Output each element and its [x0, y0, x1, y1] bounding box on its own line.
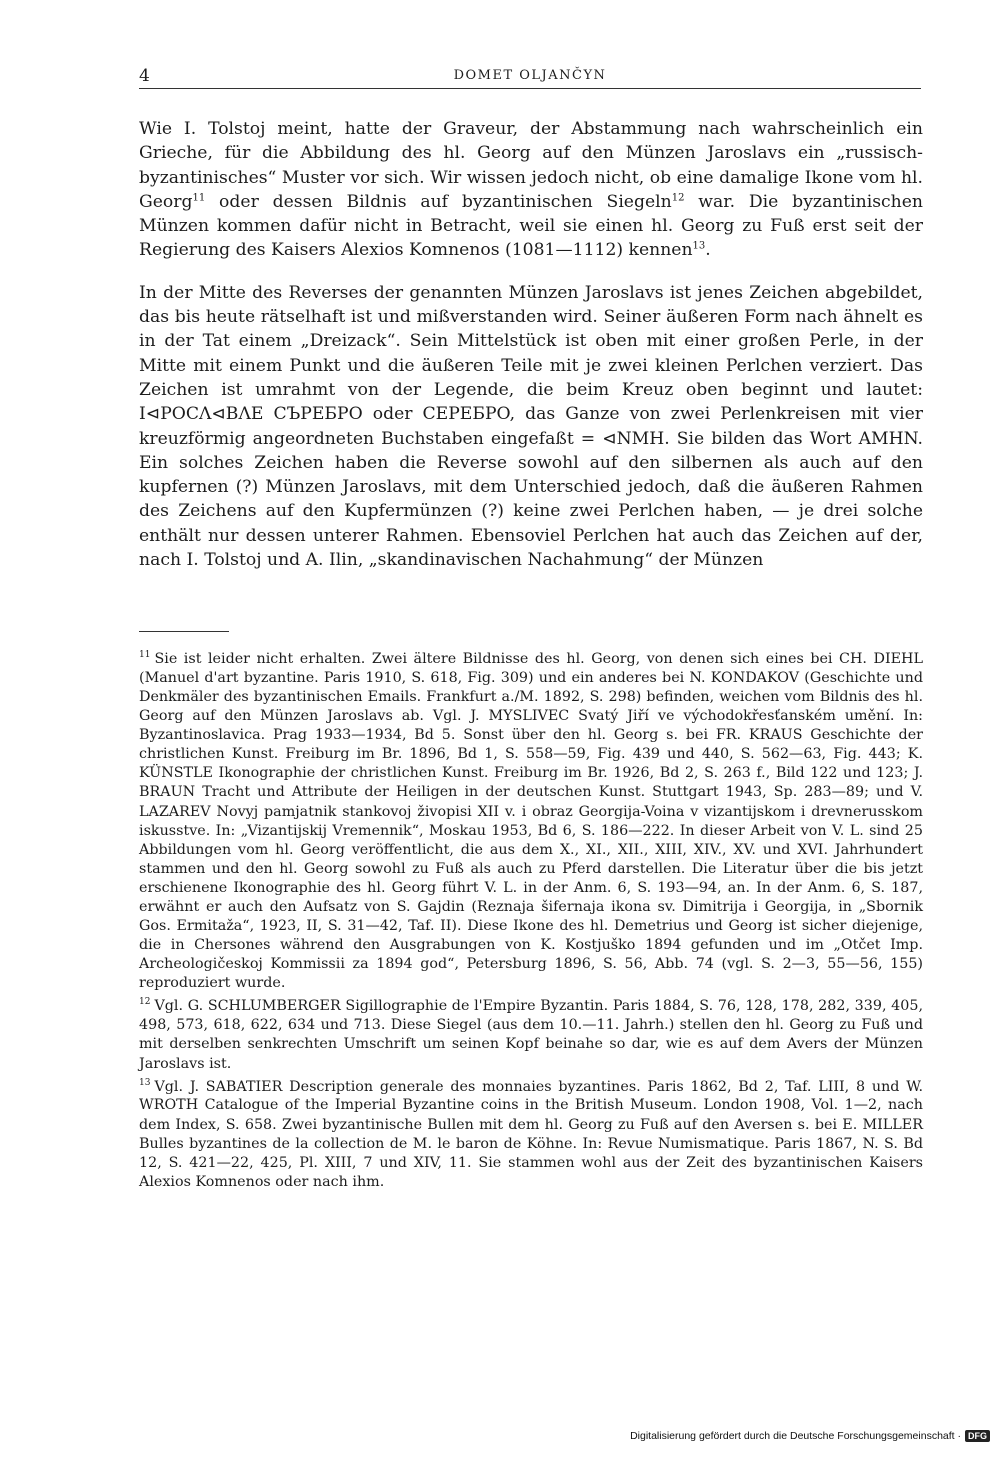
running-head: DOMET OLJANČYN — [453, 68, 607, 83]
p1-text-c: war. Die byzantinischen Münzen kommen dafür nicht in Betracht, weil sie einen hl. Georg zu Fuß erst seit der Regierung des Kaisers Alexios Komnenos (1081—1112) kennen — [139, 191, 923, 261]
footnote-label: 12 — [139, 997, 151, 1008]
p1-text-b: oder dessen Bildnis auf byzantinischen Siegeln — [205, 191, 672, 212]
paragraph-2: In der Mitte des Reverses der genannten Münzen Jaroslavs ist jenes Zeichen abgebildet, das bis heute rätselhaft ist und mißverstanden wird. Seiner äußeren Form nach ähnelt es in der Tat einem „Dreizack“. Sein Mittelstück ist oben mit einer großen Perle, in der Mitte mit einem Punkt und die äußeren Teile mit je zwei kleinen Perlchen verziert. Das Zeichen ist umrahmt von der Legende, die beim Kreuz oben beginnt und lautet: I⊲POCΛ⊲BΛE CЪPEБPO oder CEPEБPO, das Ganze von zwei Perlenkreisen mit vier kreuzförmig angeordneten Buchstaben eingefaßt = ⊲NMH. Sie bilden das Wort AMHN. Ein solches Zeichen haben die Reverse sowohl auf den silbernen als auch auf den kupfernen (?) Münzen Jaroslavs, mit dem Unterschied jedoch, daß die äußeren Rahmen des Zeichens auf den Kupfermünzen (?) keine zwei Perlchen haben, — je drei solche enthält nur dessen unterer Rahmen. Ebensoviel Perlchen hat auch das Zeichen auf der, nach I. Tolstoj und A. Ilin, „skandinavischen Nachahmung“ der Münzen — [139, 282, 923, 571]
footnote-label: 13 — [139, 1077, 151, 1088]
footnote-12 — [139, 993, 923, 1073]
footer-text: Digitalisierung gefördert durch die Deutsche Forschungsgemeinschaft · — [630, 1430, 961, 1442]
p1-text-d: . — [705, 240, 711, 261]
footnote-ref-11[interactable]: 11 — [192, 192, 206, 204]
footnote-text: Vgl. J. SABATIER Description generale des monnaies byzantines. Paris 1862, Bd 2, Taf. LIII, 8 und W. WROTH Catalogue of the Imperial Byzantine coins in the British Museum. London 1908, Vol. 1—2, nach dem Index, S. 658. Zwei byzantinische Bullen mit dem hl. Georg zu Fuß auf den Aversen s. bei E. MILLER Bulles byzantines de la collection de M. le baron de Köhne. In: Revue Numismatique. Paris 1867, N. S. Bd 12, S. 421—22, 425, Pl. XIII, 7 und XIV, 11. Sie stammen wohl aus der Zeit des byzantinischen Kaisers Alexios Komnenos oder nach ihm. — [139, 1078, 923, 1190]
footnote-11 — [139, 646, 923, 993]
dfg-logo: DFG — [965, 1430, 990, 1442]
body-text — [139, 117, 923, 572]
footnote-ref-12[interactable]: 12 — [671, 192, 685, 204]
footnote-label: 11 — [139, 650, 151, 660]
page-header — [139, 66, 921, 89]
footnotes — [139, 646, 923, 1192]
footnote-text: Vgl. G. SCHLUMBERGER Sigillographie de l'Empire Byzantin. Paris 1884, S. 76, 128, 178, 282, 339, 405, 498, 573, 618, 622, 634 und 713. Diese Siegel (aus dem 10.—11. Jahrh.) stellen den hl. Georg zu Fuß und mit derselben senkrechten Umschrift um seinen Kopf beinahe so dar, wie es auf dem Avers der Münzen Jaroslavs ist. — [139, 998, 923, 1072]
footnote-text: Sie ist leider nicht erhalten. Zwei ältere Bildnisse des hl. Georg, von denen sich eines bei CH. DIEHL (Manuel d'art byzantine. Paris 1910, S. 618, Fig. 309) und ein anderes bei N. KONDAKOV (Geschichte und Denkmäler des byzantinischen Emails. Frankfurt a./M. 1892, S. 298) befinden, weichen vom Bildnis des hl. Georg auf den Münzen Jaroslavs ab. Vgl. J. MYSLIVEC Svatý Jiří ve východokřesťanském umění. In: Byzantinoslavica. Prag 1933—1934, Bd 5. Sonst über den hl. Georg s. bei FR. KRAUS Geschichte der christlichen Kunst. Freiburg im Br. 1896, Bd 1, S. 558—59, Fig. 439 und 440, S. 562—63, Fig. 443; K. KÜNSTLE Ikonographie der christlichen Kunst. Freiburg im Br. 1926, Bd 2, S. 263 f., Bild 122 und 123; J. BRAUN Tracht und Attribute der Heiligen in der deutschen Kunst. Stuttgart 1943, Sp. 283—89; und V. LAZAREV Novyj pamjatnik stankovoj živopisi XII v. i obraz Georgija-Voina v vizantijskom i drevnerusskom iskusstve. In: „Vizantijskij Vremennik“, Moskau 1953, Bd 6, S. 186—222. In dieser Arbeit von V. L. sind 25 Abbildungen vom hl. Georg veröffentlicht, die aus dem X., XI., XII., XIII, XIV., XV. und XVI. Jahrhundert stammen und den hl. Georg sowohl zu Fuß als auch zu Pferd darstellen. Die Literatur über die bis jetzt erschienene Ikonographie des hl. Georg führt V. L. in der Anm. 6, S. 193—94, an. In der Anm. 6, S. 187, erwähnt er auch den Aufsatz von S. Gajdin (Reznaja šifernaja ikona sv. Dimitrija i Georgija, in „Sbornik Gos. Ermitaža“, 1923, II, S. 31—42, Taf. II). Diese Ikone des hl. Demetrius und Georg ist sicher diejenige, die in Chersones während den Ausgrabungen von K. Kostjuško 1894 gefunden und im „Otčet Imp. Archeologičeskoj Kommissii za 1894 god“, Petersburg 1896, S. 56, Abb. 74 (vgl. S. 2—3, 55—56, 155) reproduziert wurde. — [139, 650, 923, 992]
page-number: 4 — [139, 66, 150, 86]
footnote-13 — [139, 1074, 923, 1192]
footnote-ref-13[interactable]: 13 — [692, 240, 706, 252]
digitization-footer — [630, 1430, 990, 1442]
paragraph-1 — [139, 117, 923, 263]
p1-text-a: Wie I. Tolstoj meint, hatte der Graveur, der Abstammung nach wahrscheinlich ein Grieche, für die Abbildung des hl. Georg auf den Münzen Jaroslavs ein „russisch-byzantinisches“ Muster vor sich. Wir wissen jedoch nicht, ob eine damalige Ikone vom hl. Georg — [139, 119, 923, 212]
footnote-divider — [139, 631, 229, 632]
